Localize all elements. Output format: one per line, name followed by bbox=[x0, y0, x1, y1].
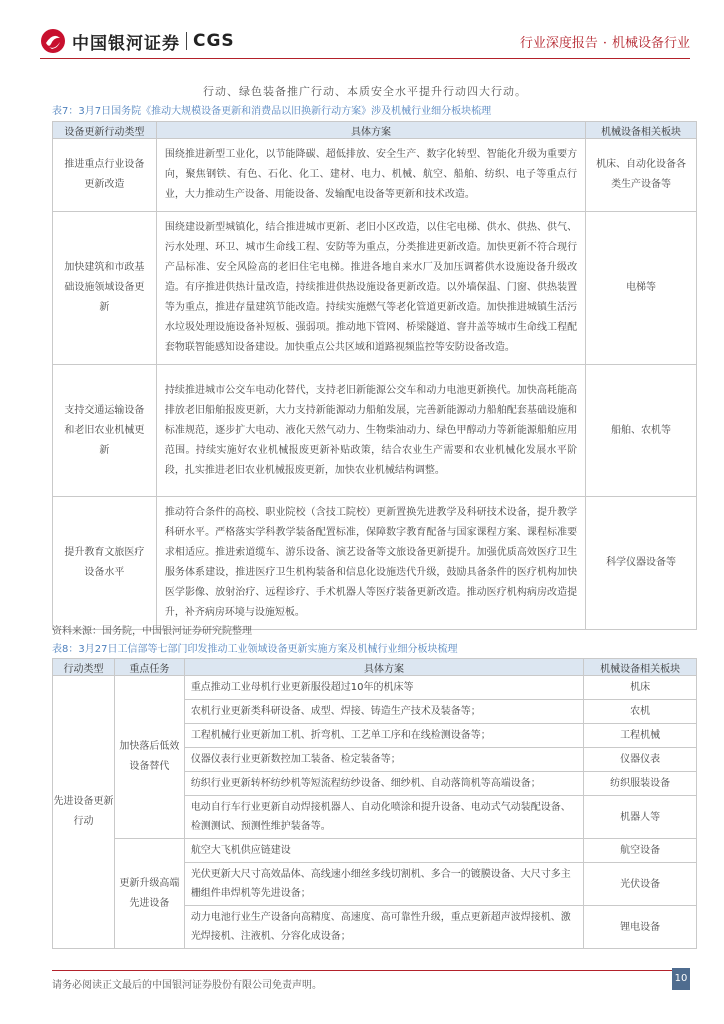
logo-chinese-name: 中国银河证券 bbox=[72, 33, 180, 54]
row-plan: 纺织行业更新转杯纺纱机等短流程纺纱设备、细纱机、自动落筒机等高端设备； bbox=[184, 772, 583, 796]
table7-source: 资料来源：国务院，中国银河证券研究院整理 bbox=[52, 626, 252, 637]
row-sector: 锂电设备 bbox=[584, 906, 697, 949]
row-plan: 推动符合条件的高校、职业院校（含技工院校）更新置换先进教学及科研技术设备，提升教学科研水平。严格落实学科教学装备配置标准，保障数字教育配备与国家课程方案、课程标准要求相适应。推进索道缆车、游乐设备、演艺设备等文旅设备更新提升。加强优质高效医疗卫生服务体系建设，推进医疗卫生机构装备和信息化设施迭代升级，鼓励具备条件的医疗机构加快医学影像、放射治疗、远程诊疗、手术机器人等医疗装备更新改造。推动医疗机构病房改造提升，补齐病房环境与设施短板。 bbox=[156, 497, 585, 630]
row-plan: 围绕推进新型工业化，以节能降碳、超低排放、安全生产、数字化转型、智能化升级为重要方向，聚焦钢铁、有色、石化、化工、建材、电力、机械、航空、船舶、纺织、电子等重点行业，大力推动生产设备、用能设备、发输配电设备等更新和技术改造。 bbox=[156, 139, 585, 212]
table7-header-type: 设备更新行动类型 bbox=[53, 122, 157, 139]
table7 bbox=[52, 121, 697, 630]
row-plan: 航空大飞机供应链建设 bbox=[184, 839, 583, 863]
company-logo bbox=[40, 28, 235, 54]
table8-header-action: 行动类型 bbox=[53, 659, 115, 676]
page-header bbox=[0, 0, 724, 62]
table-row bbox=[53, 676, 697, 700]
table8-caption: 表8：3月27日工信部等七部门印发推动工业领域设备更新实施方案及机械行业细分板块梳理 bbox=[52, 644, 458, 655]
table8 bbox=[52, 658, 697, 949]
row-sector: 机床 bbox=[584, 676, 697, 700]
table7-header-plan: 具体方案 bbox=[156, 122, 585, 139]
row-sector: 仪器仪表 bbox=[584, 748, 697, 772]
row-plan: 围绕建设新型城镇化，结合推进城市更新、老旧小区改造，以住宅电梯、供水、供热、供气、污水处理、环卫、城市生命线工程、安防等为重点，分类推进更新改造。加快更新不符合现行产品标准、安全风险高的老旧住宅电梯。推进各地自来水厂及加压调蓄供水设施设备升级改造。有序推进供热计量改造，持续推进供热设施设备更新改造。以外墙保温、门窗、供热装置等为重点，推进存量建筑节能改造。持续实施燃气等老化管道更新改造。加快推进城镇生活污水垃圾处理设施设备补短板、强弱项。推动地下管网、桥梁隧道、窨井盖等城市生命线工程配套物联智能感知设备建设。加快重点公共区域和道路视频监控等安防设备改造。 bbox=[156, 212, 585, 365]
row-sector: 机床、自动化设备各类生产设备等 bbox=[586, 139, 697, 212]
cgs-logo-icon bbox=[40, 28, 66, 54]
table-row bbox=[53, 839, 697, 863]
row-type: 加快建筑和市政基础设施领域设备更新 bbox=[53, 212, 157, 365]
row-plan: 动力电池行业生产设备向高精度、高速度、高可靠性升级，重点更新超声波焊接机、激光焊接机、注液机、分容化成设备； bbox=[184, 906, 583, 949]
footer-divider bbox=[52, 970, 690, 971]
table-row bbox=[53, 139, 697, 212]
table8-header-task: 重点任务 bbox=[114, 659, 184, 676]
report-type: 行业深度报告 bbox=[519, 36, 598, 51]
row-type: 提升教育文旅医疗设备水平 bbox=[53, 497, 157, 630]
row-plan: 仪器仪表行业更新数控加工装备、检定装备等； bbox=[184, 748, 583, 772]
row-sector: 农机 bbox=[584, 700, 697, 724]
table8-header-plan: 具体方案 bbox=[184, 659, 583, 676]
row-plan: 农机行业更新类科研设备、成型、焊接、铸造生产技术及装备等； bbox=[184, 700, 583, 724]
table-row bbox=[53, 497, 697, 630]
row-plan: 工程机械行业更新加工机、折弯机、工艺单工序和在线检测设备等； bbox=[184, 724, 583, 748]
table-row bbox=[53, 212, 697, 365]
row-sector: 电梯等 bbox=[586, 212, 697, 365]
row-type: 支持交通运输设备和老旧农业机械更新 bbox=[53, 365, 157, 497]
table8-header-sector: 机械设备相关板块 bbox=[584, 659, 697, 676]
action-type: 先进设备更新行动 bbox=[53, 676, 115, 949]
table7-header-row bbox=[53, 122, 697, 139]
logo-divider bbox=[186, 32, 187, 50]
table8-header-row bbox=[53, 659, 697, 676]
intro-text: 行动、绿色装备推广行动、本质安全水平提升行动四大行动。 bbox=[203, 85, 527, 98]
header-separator: · bbox=[602, 36, 607, 51]
row-sector: 船舶、农机等 bbox=[586, 365, 697, 497]
table7-header-sector: 机械设备相关板块 bbox=[586, 122, 697, 139]
page-number: 10 bbox=[672, 968, 690, 990]
row-sector: 光伏设备 bbox=[584, 863, 697, 906]
row-sector: 纺织服装设备 bbox=[584, 772, 697, 796]
row-type: 推进重点行业设备更新改造 bbox=[53, 139, 157, 212]
row-sector: 航空设备 bbox=[584, 839, 697, 863]
task-name: 更新升级高端先进设备 bbox=[114, 839, 184, 949]
table-row bbox=[53, 365, 697, 497]
row-sector: 机器人等 bbox=[584, 796, 697, 839]
row-plan: 重点推动工业母机行业更新服役超过10年的机床等 bbox=[184, 676, 583, 700]
header-divider bbox=[40, 58, 690, 59]
footer-disclaimer: 请务必阅读正文最后的中国银河证券股份有限公司免责声明。 bbox=[52, 980, 322, 991]
row-plan: 持续推进城市公交车电动化替代，支持老旧新能源公交车和动力电池更新换代。加快高耗能高排放老旧船舶报废更新，大力支持新能源动力船舶发展，完善新能源动力船舶配套基础设施和标准规范，逐步扩大电动、液化天然气动力、生物柴油动力、绿色甲醇动力等新能源船舶应用范围。持续实施好农业机械报废更新补贴政策，结合农业生产需要和农业机械化发展水平阶段，扎实推进老旧农业机械报废更新，加快农业机械结构调整。 bbox=[156, 365, 585, 497]
row-sector: 工程机械 bbox=[584, 724, 697, 748]
row-plan: 光伏更新大尺寸高效晶体、高线速小细丝多线切割机、多合一的镀膜设备、大尺寸多主栅组件串焊机等先进设备； bbox=[184, 863, 583, 906]
row-plan: 电动自行车行业更新自动焊接机器人、自动化喷涂和提升设备、电动式气动装配设备、检测测试、预测性维护装备等。 bbox=[184, 796, 583, 839]
report-category bbox=[520, 32, 690, 51]
table7-caption: 表7：3月7日国务院《推动大规模设备更新和消费品以旧换新行动方案》涉及机械行业细分板块梳理 bbox=[52, 106, 492, 117]
logo-english-name: CGS bbox=[193, 31, 235, 51]
task-name: 加快落后低效设备替代 bbox=[114, 676, 184, 839]
industry-name: 机械设备行业 bbox=[611, 36, 690, 51]
row-sector: 科学仪器设备等 bbox=[586, 497, 697, 630]
